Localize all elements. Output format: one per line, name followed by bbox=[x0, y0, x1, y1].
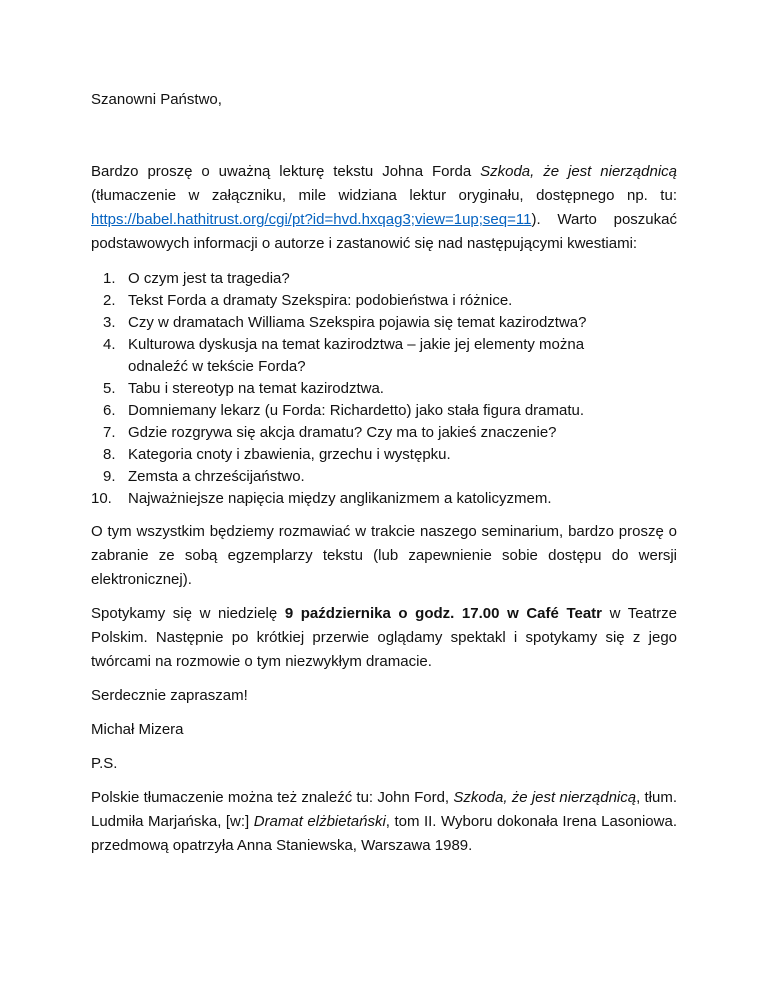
list-item-text: Gdzie rozgrywa się akcja dramatu? Czy ma to jakieś znaczenie? bbox=[128, 424, 557, 441]
list-number: 1. bbox=[103, 270, 116, 287]
intro-paragraph bbox=[91, 160, 677, 256]
ps-author: John Ford, bbox=[377, 789, 454, 806]
meeting-text-2: w Teatrze Polskim. Następnie po krótkiej przerwie oglądamy spektakl i spotykamy się z jego twórcami na rozmowie o tym niezwykłym dramacie. bbox=[91, 605, 677, 670]
meeting-text-1: Spotykamy się w niedzielę bbox=[91, 605, 285, 622]
list-item bbox=[91, 268, 677, 290]
list-item bbox=[91, 378, 677, 400]
list-item bbox=[91, 466, 677, 488]
list-number: 9. bbox=[103, 468, 116, 485]
list-item-text: Zemsta a chrześcijaństwo. bbox=[128, 468, 305, 485]
list-item bbox=[91, 444, 677, 466]
meeting-paragraph bbox=[91, 602, 677, 674]
signature: Michał Mizera bbox=[91, 721, 184, 738]
ps-paragraph bbox=[91, 786, 677, 858]
list-item bbox=[91, 312, 677, 334]
intro-text-2: (tłumaczenie w załączniku, mile widziana lektur oryginału, dostępnego np. tu: bbox=[91, 187, 677, 204]
list-number: 7. bbox=[103, 424, 116, 441]
list-number: 2. bbox=[103, 292, 116, 309]
questions-list bbox=[91, 268, 677, 510]
intro-text-1: Bardzo proszę o uważną lekturę tekstu Johna Forda bbox=[91, 163, 481, 180]
list-number: 4. bbox=[103, 336, 116, 353]
ps-text-3: , tom II. Wyboru dokonała Irena Lasoniowa. przedmową opatrzyła Anna Staniewska, Warszawa 1989. bbox=[91, 813, 677, 854]
list-item bbox=[91, 400, 677, 422]
ps-label: P.S. bbox=[91, 755, 118, 772]
list-number: 6. bbox=[103, 402, 116, 419]
ps-book-title: Dramat elżbietański bbox=[253, 813, 386, 830]
ps-play-title: Szkoda, że jest nierządnicą bbox=[453, 789, 637, 806]
list-item-text: Kategoria cnoty i zbawienia, grzechu i występku. bbox=[128, 446, 451, 463]
seminar-paragraph: O tym wszystkim będziemy rozmawiać w trakcie naszego seminarium, bardzo proszę o zabranie ze sobą egzemplarzy tekstu (lub zapewnienie sobie dostępu do wersji elektronicznej). bbox=[91, 523, 677, 588]
list-item bbox=[91, 290, 677, 312]
ps-text-2: , tłum. Ludmiła Marjańska, [w:] bbox=[91, 789, 678, 830]
list-number: 5. bbox=[103, 380, 116, 397]
list-item bbox=[91, 488, 677, 510]
list-number: 3. bbox=[103, 314, 116, 331]
list-item-text: Tabu i stereotyp na temat kazirodztwa. bbox=[128, 380, 384, 397]
list-number: 8. bbox=[103, 446, 116, 463]
ps-text-1: Polskie tłumaczenie można też znaleźć tu: bbox=[91, 789, 378, 806]
list-item-text: O czym jest ta tragedia? bbox=[128, 270, 290, 287]
intro-text-3: ). Warto poszukać podstawowych informacji o autorze i zastanowić się nad następującymi kwestiami: bbox=[91, 211, 677, 252]
list-item-text: Tekst Forda a dramaty Szekspira: podobieństwa i różnice. bbox=[128, 292, 513, 309]
play-title: Szkoda, że jest nierządnicą bbox=[480, 163, 677, 180]
greeting: Szanowni Państwo, bbox=[91, 91, 222, 108]
list-number: 10. bbox=[91, 490, 112, 507]
meeting-date: 9 października o godz. 17.00 w Café Teatr bbox=[284, 605, 603, 622]
list-item-text: Najważniejsze napięcia między anglikanizmem a katolicyzmem. bbox=[128, 490, 552, 507]
list-item-text: Czy w dramatach Williama Szekspira pojawia się temat kazirodztwa? bbox=[128, 314, 587, 331]
invite-line: Serdecznie zapraszam! bbox=[91, 687, 248, 704]
list-item-text: Kulturowa dyskusja na temat kazirodztwa – jakie jej elementy można odnaleźć w tekście Forda? bbox=[128, 336, 585, 375]
list-item bbox=[91, 422, 677, 444]
original-text-link[interactable]: https://babel.hathitrust.org/cgi/pt?id=hvd.hxqag3;view=1up;seq=11 bbox=[91, 211, 532, 228]
list-item-text: Domniemany lekarz (u Forda: Richardetto) jako stała figura dramatu. bbox=[128, 402, 585, 419]
list-item bbox=[91, 334, 677, 378]
